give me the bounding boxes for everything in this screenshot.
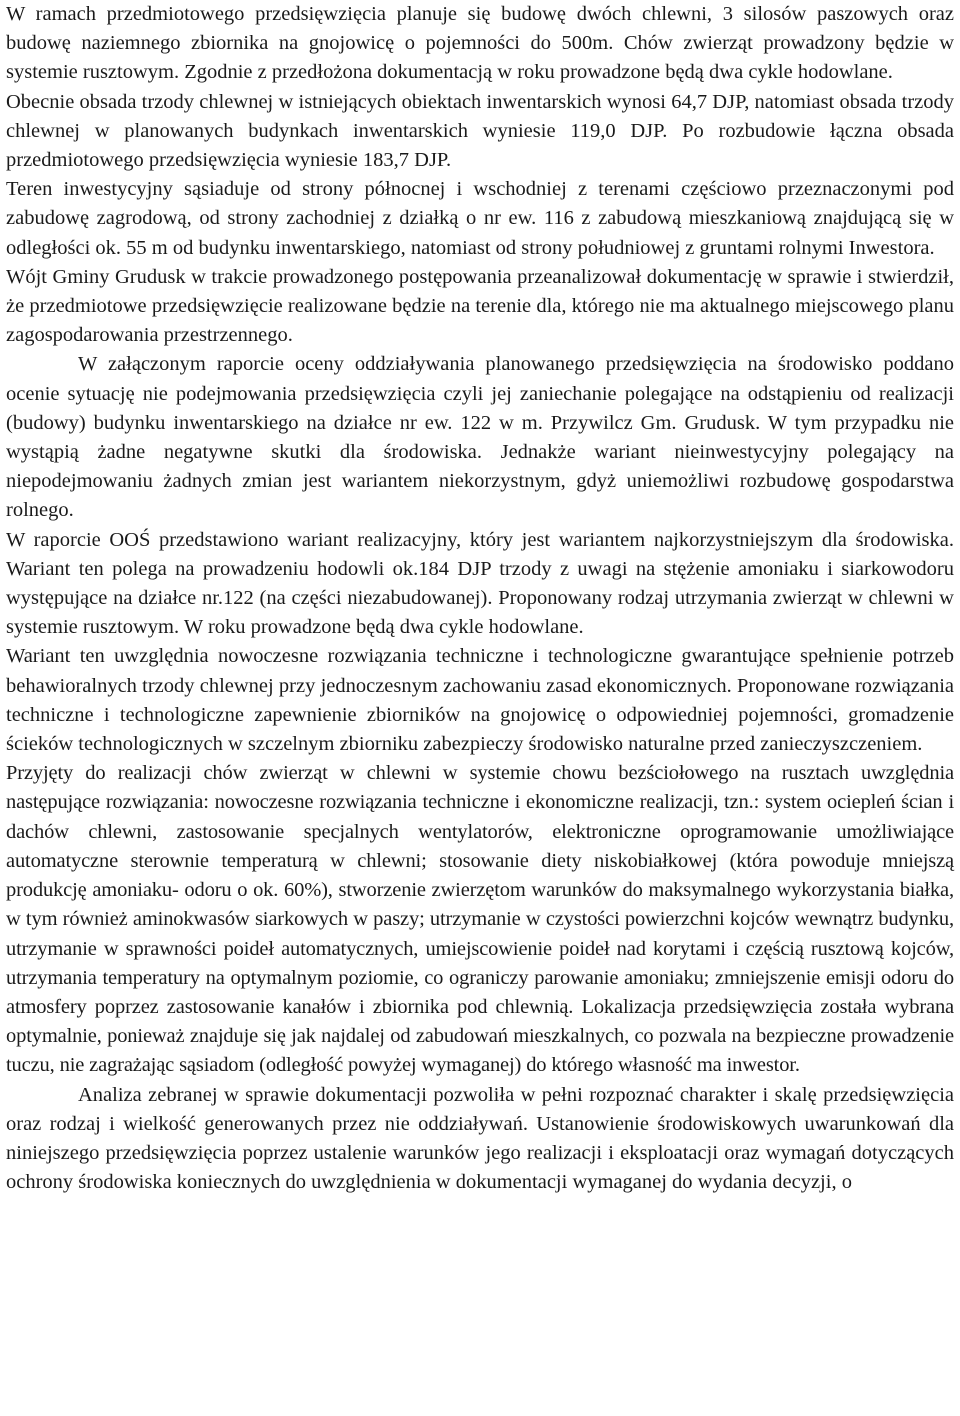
paragraph-realization-variant: W raporcie OOŚ przedstawiono wariant realizacyjny, który jest wariantem najkorzystniejszym dla środowiska. Wariant ten polega na prowadzeniu hodowli ok.184 DJP trzody z uwagi na stężenie amoniaku i siarkowodoru występujące na działce nr.122 (na części niezabudowanej). Proponowany rodzaj utrzymania zwierząt w chlewni w systemie rusztowym. W roku prowadzone będą dwa cykle hodowlane. bbox=[6, 528, 954, 639]
paragraph-project-scope: W ramach przedmiotowego przedsięwzięcia planuje się budowę dwóch chlewni, 3 silosów paszowych oraz budowę naziemnego zbiornika na gnojowicę o pojemności do 500m. Chów zwierząt prowadzony będzie w systemie rusztowym. Zgodnie z przedłożona dokumentacją w roku prowadzone będą dwa cykle hodowlane. bbox=[6, 3, 954, 84]
paragraph-site-neighbourhood: Teren inwestycyjny sąsiaduje od strony północnej i wschodniej z terenami częściowo przeznaczonymi pod zabudowę zagrodową, od strony zachodniej z działką o nr ew. 116 z zabudową mieszkaniową znajdującą się w odległości ok. 55 m od budynku inwentarskiego, natomiast od strony południowej z gruntami rolnymi Inwestora. bbox=[6, 178, 954, 259]
paragraph-breeding-system: Przyjęty do realizacji chów zwierząt w chlewni w systemie chowu bezściołowego na rusztach uwzględnia następujące rozwiązania: nowoczesne rozwiązania techniczne i ekonomiczne realizacji, tzn.: system ociepleń ścian i dachów chlewni, zastosowanie specjalnych wentylatorów, elektroniczne oprogramowanie umożliwiające automatyczne sterownie temperaturą w chlewni; stosowanie diety niskobiałkowej (która powoduje mniejszą produkcję amoniaku- odoru o ok. 60%), stworzenie zwierzętom warunków do maksymalnego wykorzystania białka, w tym również aminokwasów siarkowych w paszy; utrzymanie w czystości powierzchni kojców wewnątrz budynku, utrzymanie w sprawności poideł automatycznych, umiejscowienie poideł nad korytami i częścią rusztową kojców, utrzymania temperatury na optymalnym poziomie, co ograniczy parowanie amoniaku; zmniejszenie emisji odoru do atmosfery poprzez zastosowanie kanałów i zbiornika pod chlewnią. Lokalizacja przedsięwzięcia została wybrana optymalnie, ponieważ znajduje się jak najdalej od zabudowań mieszkalnych, co pozwala na bezpieczne prowadzenie tuczu, nie zagrażając sąsiadom (odległość powyżej wymaganej) do którego własność ma inwestor. bbox=[6, 762, 954, 1077]
paragraph-livestock-numbers: Obecnie obsada trzody chlewnej w istniejących obiektach inwentarskich wynosi 64,7 DJP, natomiast obsada trzody chlewnej w planowanych budynkach inwentarskich wyniesie 119,0 DJP. Po rozbudowie łączna obsada przedmiotowego przedsięwzięcia wyniesie 183,7 DJP. bbox=[6, 90, 954, 172]
paragraph-documentation-analysis: Analiza zebranej w sprawie dokumentacji pozwoliła w pełni rozpoznać charakter i skalę przedsięwzięcia oraz rodzaj i wielkość generowanych przez nie oddziaływań. Ustanowienie środowiskowych uwarunkowań dla niniejszego przedsięwzięcia poprzez ustalenie warunków jego realizacji i eksploatacji oraz wymagań dotyczących ochrony środowiska koniecznych do uwzględnienia w dokumentacji wymaganej do wydania decyzji, o bbox=[6, 1083, 954, 1194]
paragraph-municipal-analysis: Wójt Gminy Grudusk w trakcie prowadzonego postępowania przeanalizował dokumentację w sprawie i stwierdził, że przedmiotowe przedsięwzięcie realizowane będzie na terenie dla, którego nie ma aktualnego miejscowego planu zagospodarowania przestrzennego. bbox=[6, 265, 954, 347]
paragraph-zero-variant: W załączonym raporcie oceny oddziaływania planowanego przedsięwzięcia na środowisko poddano ocenie sytuację nie podejmowania przedsięwzięcia czyli jej zaniechanie polegające na odstąpieniu od realizacji (budowy) budynku inwentarskiego na działce nr ew. 122 w m. Przywilcz Gm. Grudusk. W tym przypadku nie wystąpią żadne negatywne skutki dla środowiska. Jednakże wariant nieinwestycyjny polegający na niepodejmowaniu żadnych zmian jest wariantem niekorzystnym, gdyż uniemożliwi rozbudowę gospodarstwa rolnego. bbox=[6, 353, 954, 522]
paragraph-technical-solutions: Wariant ten uwzględnia nowoczesne rozwiązania techniczne i technologiczne gwarantujące spełnienie potrzeb behawioralnych trzody chlewnej przy jednoczesnym zachowaniu zasad ekonomicznych. Proponowane rozwiązania techniczne i technologiczne zapewnienie zbiorników na gnojowicę o odpowiedniej pojemności, gromadzenie ścieków technologicznych w szczelnym zbiorniku zabezpieczy środowisko naturalne przed zanieczyszczeniem. bbox=[6, 645, 954, 756]
